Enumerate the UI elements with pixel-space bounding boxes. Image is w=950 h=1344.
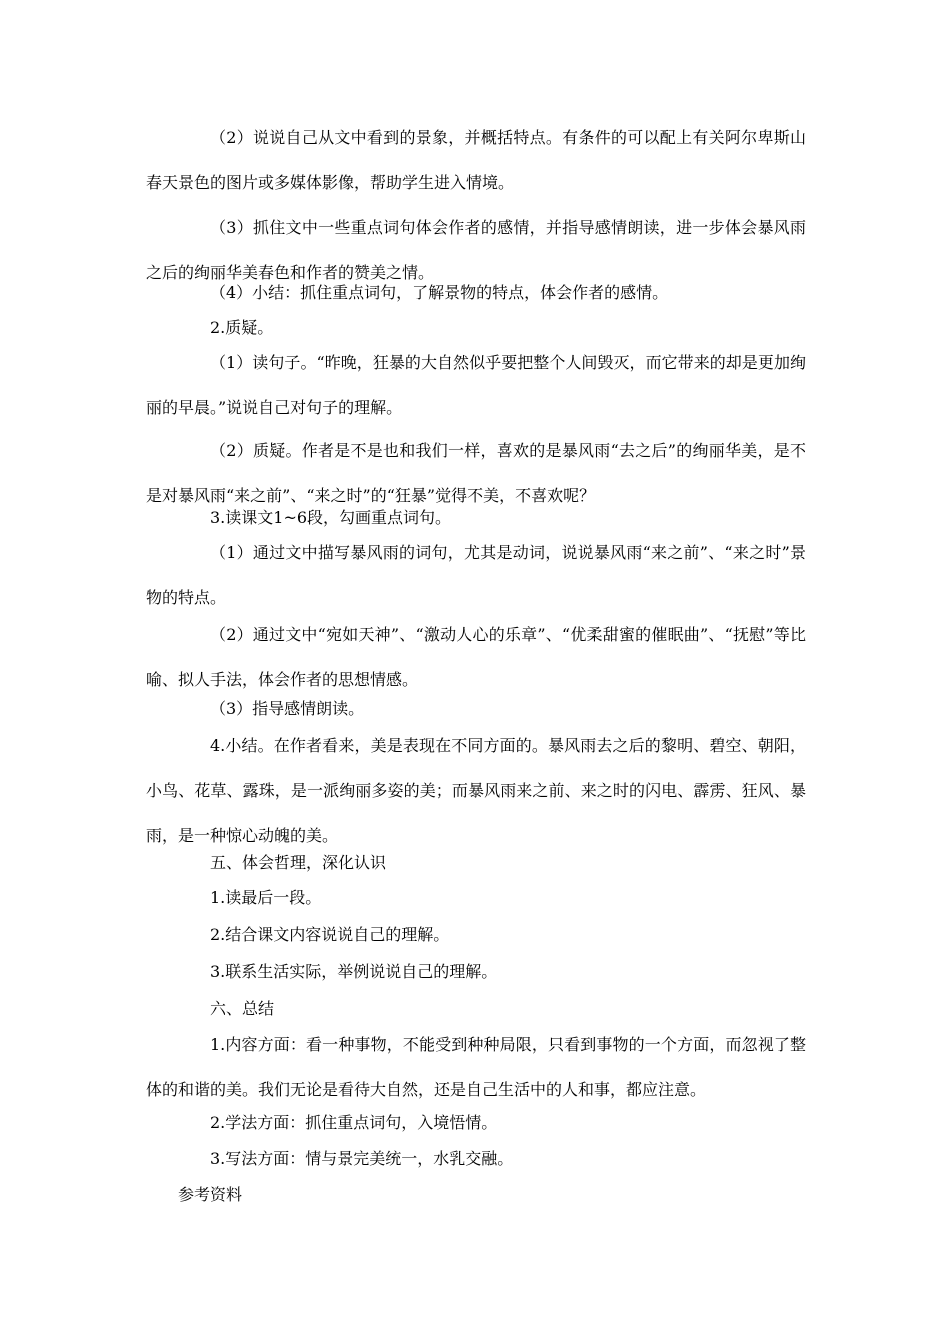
paragraph-15: 1.内容方面：看一种事物，不能受到种种局限，只看到事物的一个方面，而忽视了整体的和谐的美。我们无论是看待大自然，还是自己生活中的人和事，都应注意。 <box>146 1035 806 1099</box>
paragraph-3: （4）小结：抓住重点词句，了解景物的特点，体会作者的感情。 <box>210 283 669 302</box>
paragraph-8: （1）通过文中描写暴风雨的词句，尤其是动词，说说暴风雨“来之前”、“来之时”景物的特点。 <box>146 543 806 607</box>
paragraph-11: 4.小结。在作者看来，美是表现在不同方面的。暴风雨去之后的黎明、碧空、朝阳，小鸟、花草、露珠，是一派绚丽多姿的美；而暴风雨来之前、来之时的闪电、霹雳、狂风、暴雨，是一种惊心动魄的美。 <box>146 736 806 845</box>
paragraph-5: （1）读句子。“昨晚，狂暴的大自然似乎要把整个人间毁灭，而它带来的却是更加绚丽的早晨。”说说自己对句子的理解。 <box>146 353 806 417</box>
paragraph-14: 3.联系生活实际，举例说说自己的理解。 <box>210 962 498 981</box>
paragraph-13: 2.结合课文内容说说自己的理解。 <box>210 925 450 944</box>
paragraph-7: 3.读课文1~6段，勾画重点词句。 <box>210 508 452 527</box>
paragraph-12: 1.读最后一段。 <box>210 888 322 907</box>
paragraph-2: （3）抓住文中一些重点词句体会作者的感情，并指导感情朗读，进一步体会暴风雨之后的绚丽华美春色和作者的赞美之情。 <box>146 218 806 282</box>
paragraph-16: 2.学法方面：抓住重点词句，入境悟情。 <box>210 1113 498 1132</box>
paragraph-9: （2）通过文中“宛如天神”、“激动人心的乐章”、“优柔甜蜜的催眠曲”、“抚慰”等比喻、拟人手法，体会作者的思想情感。 <box>146 625 806 689</box>
paragraph-17: 3.写法方面：情与景完美统一，水乳交融。 <box>210 1149 514 1168</box>
paragraph-4: 2.质疑。 <box>210 318 274 337</box>
section-heading-5: 五、体会哲理，深化认识 <box>210 853 387 872</box>
section-heading-6: 六、总结 <box>210 999 275 1018</box>
paragraph-10: （3）指导感情朗读。 <box>210 699 365 718</box>
reference-heading: 参考资料 <box>178 1185 243 1204</box>
paragraph-1: （2）说说自己从文中看到的景象，并概括特点。有条件的可以配上有关阿尔卑斯山春天景色的图片或多媒体影像，帮助学生进入情境。 <box>146 128 806 192</box>
paragraph-6: （2）质疑。作者是不是也和我们一样，喜欢的是暴风雨“去之后”的绚丽华美，是不是对暴风雨“来之前”、“来之时”的“狂暴”觉得不美，不喜欢呢？ <box>146 441 806 505</box>
